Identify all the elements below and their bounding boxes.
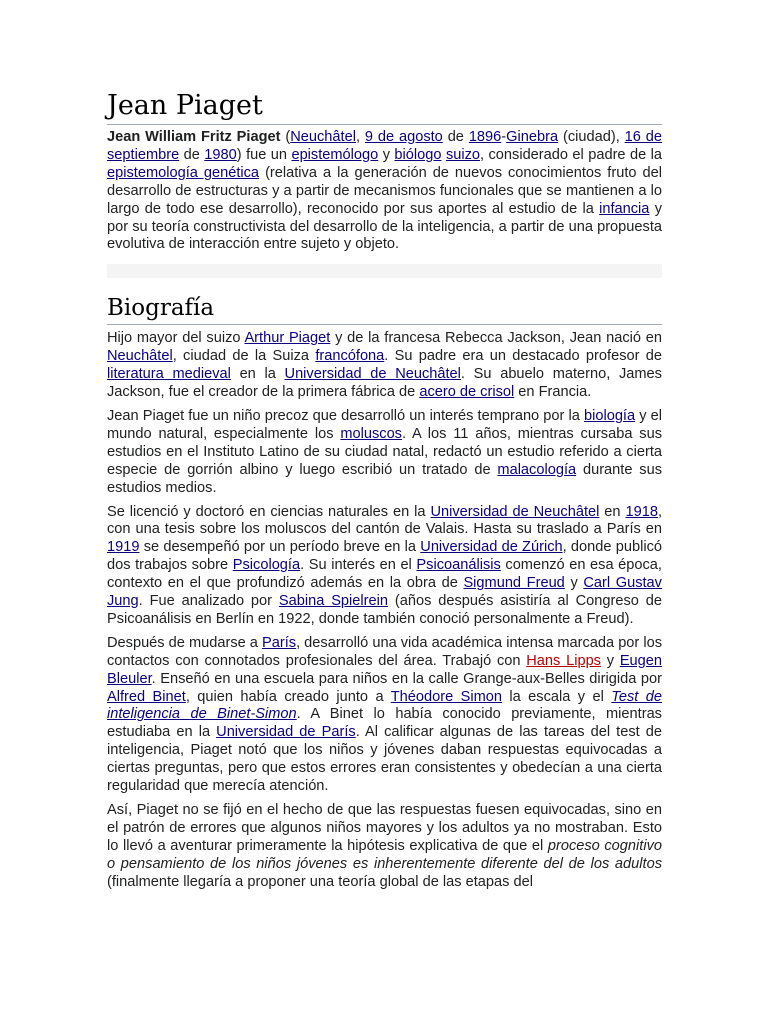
text-fragment: . Al calificar algunas de las tareas del test de inteligencia, Piaget notó que los niños y jóvenes daban respuestas equivocadas a ciertas preguntas, pero que estos errores eran consistentes y obedecían a una cierta regularidad que merecía atención. bbox=[107, 724, 662, 795]
link-eugen-bleuler[interactable]: Eugen Bleuler bbox=[107, 652, 663, 687]
subject-name: Jean William Fritz Piaget bbox=[107, 129, 281, 145]
text-fragment: Después de mudarse a bbox=[107, 634, 258, 651]
link-neuchatel[interactable]: Neuchâtel bbox=[290, 129, 356, 145]
link-universidad-neuchatel[interactable]: Universidad de Neuchâtel bbox=[430, 503, 600, 520]
text-fragment: durante sus estudios medios. bbox=[107, 461, 663, 496]
text-fragment: Jean Piaget fue un niño precoz que desarrolló un interés temprano por la bbox=[107, 407, 580, 424]
link-hans-lipps[interactable]: Hans Lipps bbox=[526, 652, 601, 669]
text-fragment: . Enseñó en una escuela para niños en la calle Grange-aux-Belles dirigida por bbox=[151, 670, 662, 687]
link-epistemologo[interactable]: epistemólogo bbox=[291, 146, 379, 163]
page-title: Jean Piaget bbox=[107, 88, 662, 125]
toc-placeholder-bar bbox=[107, 264, 662, 278]
text-fragment: (ciudad) bbox=[562, 129, 616, 145]
biografia-paragraph-5 bbox=[107, 802, 662, 892]
link-francofona[interactable]: francófona bbox=[315, 348, 385, 365]
text-fragment: . A Binet lo había conocido previamente, mientras estudiaba en la bbox=[107, 706, 662, 741]
text-fragment: , quien había creado junto a bbox=[185, 688, 384, 705]
biografia-paragraph-2 bbox=[107, 408, 662, 498]
link-birth-year[interactable]: 1896 bbox=[468, 129, 502, 145]
text-fragment: Así, Piaget no se fijó en el hecho de que las respuestas fuesen equivocadas, sino en el patrón de errores que algunos niños mayores y los adultos ya no mostraban. Esto lo llevó a aventurar primeramente la hipótesis explicativa de que el bbox=[107, 802, 662, 854]
link-year-1918[interactable]: 1918 bbox=[625, 503, 658, 520]
link-literatura-medieval[interactable]: literatura medieval bbox=[107, 366, 231, 383]
link-year-1919[interactable]: 1919 bbox=[107, 539, 140, 556]
link-epistemologia-genetica[interactable]: epistemología genética bbox=[107, 164, 260, 181]
link-infancia[interactable]: infancia bbox=[599, 200, 650, 217]
text-fragment: en Francia. bbox=[518, 384, 592, 401]
link-death-year[interactable]: 1980 bbox=[204, 146, 237, 163]
text-fragment: , con una tesis sobre los moluscos del cantón de Valais. Hasta su traslado a París en bbox=[107, 503, 662, 538]
text-fragment: . Su padre era un destacado profesor de bbox=[384, 348, 662, 365]
text-fragment: , considerado el padre de la bbox=[480, 146, 662, 163]
link-arthur-piaget[interactable]: Arthur Piaget bbox=[244, 330, 331, 347]
link-psicologia[interactable]: Psicología bbox=[232, 557, 301, 574]
link-psicoanalisis[interactable]: Psicoanálisis bbox=[416, 557, 501, 574]
link-carl-gustav-jung[interactable]: Carl Gustav Jung bbox=[107, 575, 662, 610]
text-fragment: fue un bbox=[246, 146, 288, 163]
link-universidad-paris[interactable]: Universidad de París bbox=[216, 724, 356, 741]
article bbox=[107, 88, 662, 898]
link-biologo[interactable]: biólogo bbox=[394, 146, 442, 163]
link-malacologia[interactable]: malacología bbox=[497, 461, 577, 478]
text-fragment: la escala y el bbox=[509, 688, 604, 705]
italic-hypothesis: proceso cognitivo o pensamiento de los niños jóvenes es inherentemente diferente del de los adultos bbox=[107, 837, 662, 872]
text-fragment: (finalmente llegaría a proponer una teoría global de las etapas del bbox=[107, 873, 533, 890]
link-biologia[interactable]: biología bbox=[583, 407, 636, 424]
text-fragment: . Su abuelo materno, James Jackson, fue el creador de la primera fábrica de bbox=[107, 366, 662, 401]
link-death-date[interactable]: 16 de septiembre bbox=[107, 129, 662, 163]
text-fragment: y el mundo natural, especialmente los bbox=[107, 407, 663, 442]
text-fragment: y bbox=[606, 652, 615, 669]
link-universidad-zurich[interactable]: Universidad de Zúrich bbox=[420, 539, 563, 556]
link-paris[interactable]: París bbox=[262, 634, 297, 651]
text-fragment: y por su teoría constructivista del desarrollo de la inteligencia, a partir de una propuesta evolutiva de interacción entre sujeto y objeto. bbox=[107, 200, 662, 253]
text-fragment: , donde publicó dos trabajos sobre bbox=[107, 539, 662, 574]
text-fragment: , desarrolló una vida académica intensa marcada por los contactos con connotados profesionales del área. Trabajó con bbox=[107, 634, 663, 669]
biografia-paragraph-3 bbox=[107, 504, 662, 629]
intro-paragraph: Jean William Fritz Piaget (Neuchâtel, 9 de agosto de 1896-Ginebra (ciudad), 16 de septiembre de 1980) fue un epistemólogo y biólogo suizo, considerado el padre de la epistemología genética (relativa a la generación de nuevos conocimientos fruto del desarrollo de estructuras y a partir de mecanismos funcionales que se mantienen a lo largo de todo ese desarrollo), reconocido por sus aportes al estudio de la infancia y por su teoría constructivista del desarrollo de la inteligencia, a partir de una propuesta evolutiva de interacción entre sujeto y objeto. bbox=[107, 129, 662, 253]
text-fragment: (relativa a la generación de nuevos conocimientos fruto del desarrollo de estructuras y a partir de mecanismos funcionales que se mantienen a lo largo de todo ese desarrollo), reconocido por sus aportes al estudio de la bbox=[107, 164, 662, 217]
biografia-paragraph-1 bbox=[107, 330, 662, 402]
link-universidad-neuchatel[interactable]: Universidad de Neuchâtel bbox=[284, 366, 461, 383]
link-birth-date[interactable]: 9 de agosto bbox=[364, 129, 443, 145]
text-fragment: y bbox=[570, 575, 578, 592]
text-fragment: en la bbox=[239, 366, 276, 383]
link-theodore-simon[interactable]: Théodore Simon bbox=[390, 688, 502, 705]
text-fragment: y de la francesa Rebecca Jackson, Jean nació en bbox=[335, 330, 662, 347]
text-fragment: en bbox=[604, 503, 621, 520]
text-fragment: , ciudad de la Suiza bbox=[172, 348, 310, 365]
text-fragment: se desempeñó por un período breve en la bbox=[143, 539, 417, 556]
link-test-binet-simon[interactable]: Test de inteligencia de Binet-Simon bbox=[107, 688, 662, 723]
link-sabina-spielrein[interactable]: Sabina Spielrein bbox=[278, 593, 388, 610]
text-fragment: . Su interés en el bbox=[300, 557, 412, 574]
text-fragment: . Fue analizado por bbox=[138, 593, 273, 610]
section-heading-biografia: Biografía bbox=[107, 292, 662, 325]
link-sigmund-freud[interactable]: Sigmund Freud bbox=[463, 575, 565, 592]
text-fragment: (años después asistiría al Congreso de Psicoanálisis en Berlín en 1922, donde también conoció personalmente a Freud). bbox=[107, 593, 662, 627]
text-fragment: . A los 11 años, mientras cursaba sus estudios en el Instituto Latino de su ciudad natal, redactó un estudio referido a cierta especie de gorrión albino y luego escribió un tratado de bbox=[107, 425, 662, 478]
link-neuchatel[interactable]: Neuchâtel bbox=[107, 348, 173, 365]
text-fragment: Hijo mayor del suizo bbox=[107, 330, 241, 347]
text-fragment: comenzó en esa época, contexto en el que profundizó además en la obra de bbox=[107, 557, 662, 592]
link-suizo[interactable]: suizo bbox=[445, 146, 481, 163]
link-ginebra[interactable]: Ginebra bbox=[506, 129, 559, 145]
link-moluscos[interactable]: moluscos bbox=[340, 425, 402, 442]
link-acero-crisol[interactable]: acero de crisol bbox=[419, 384, 515, 401]
biografia-paragraph-4 bbox=[107, 635, 662, 796]
link-alfred-binet[interactable]: Alfred Binet bbox=[107, 688, 186, 705]
text-fragment: Se licenció y doctoró en ciencias naturales en la bbox=[107, 503, 426, 520]
